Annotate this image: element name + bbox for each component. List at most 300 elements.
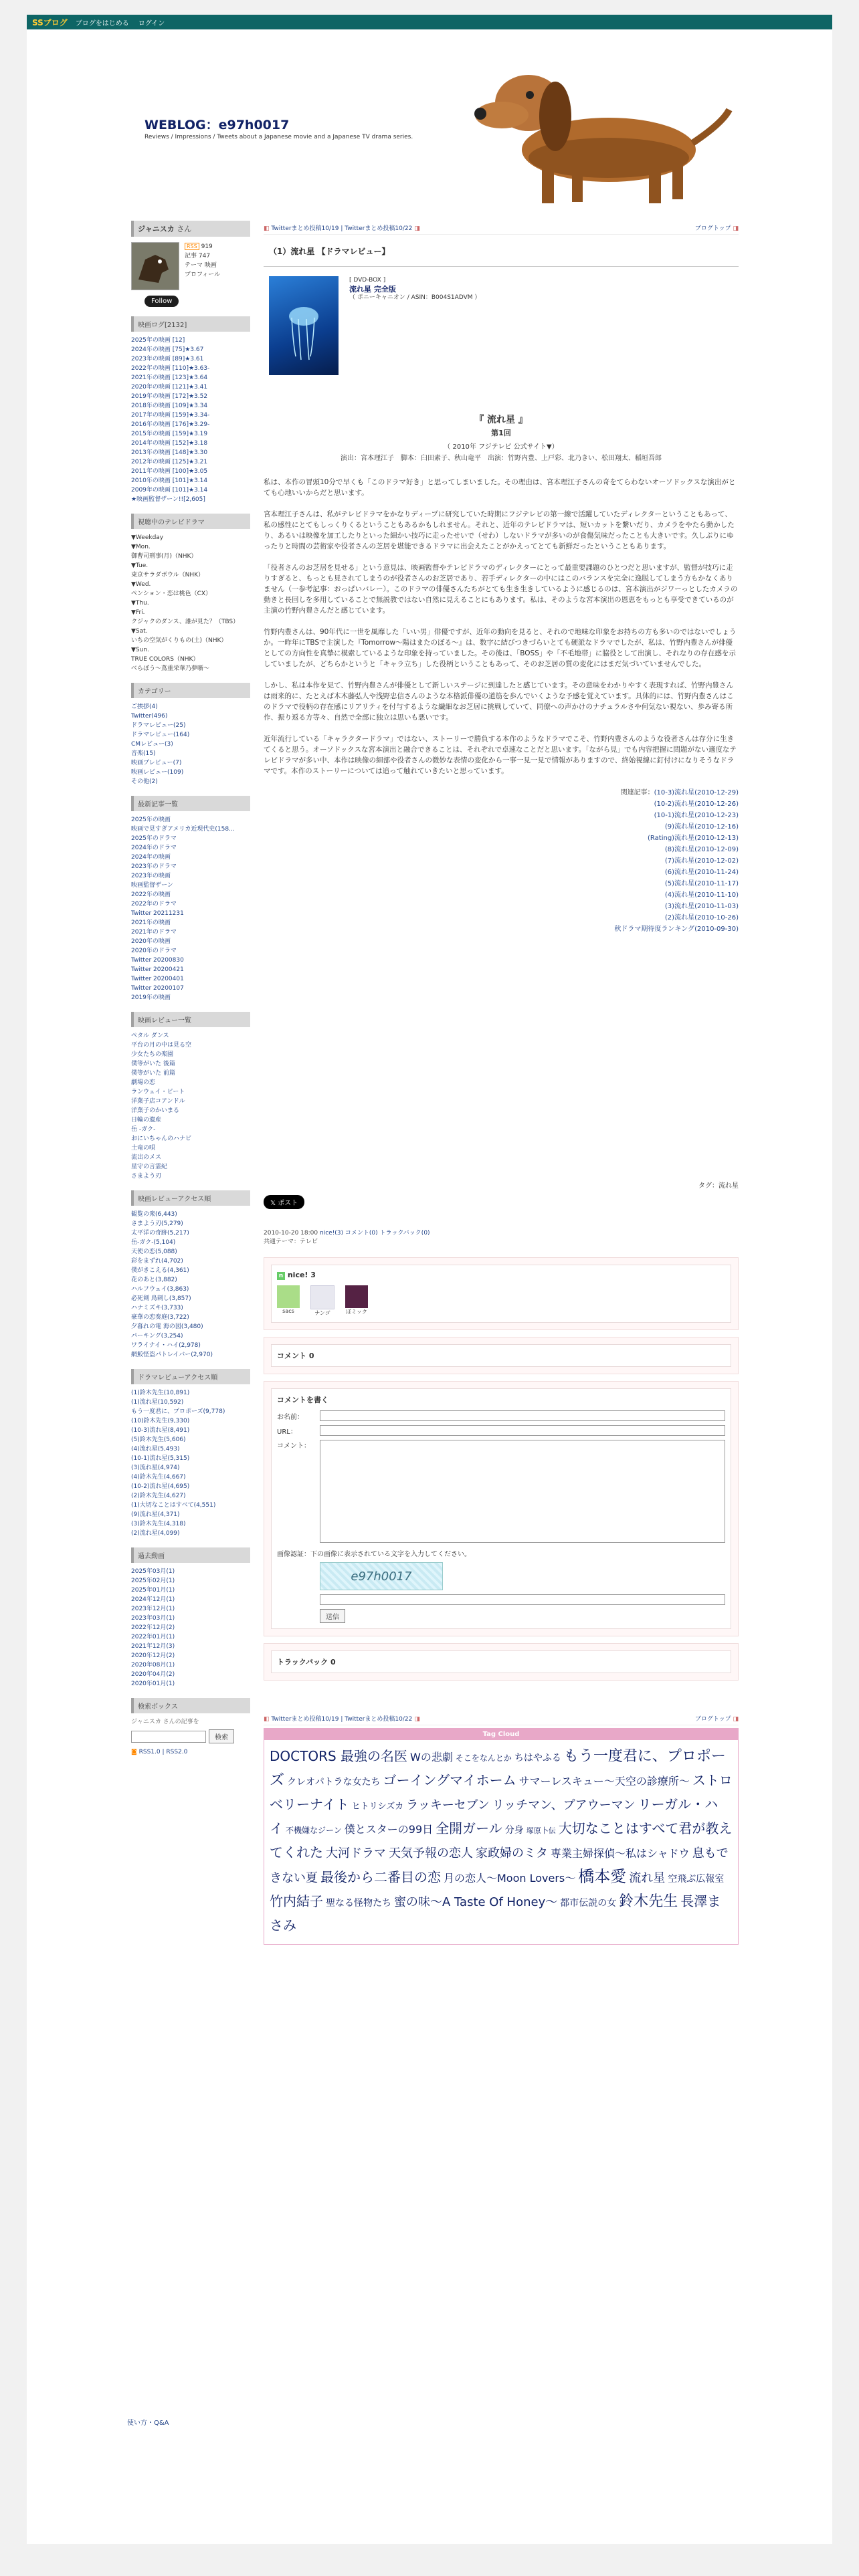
archive-list bbox=[131, 1567, 250, 1689]
access2-item[interactable]: (3)流れ星(4,974) bbox=[131, 1465, 180, 1471]
tag-cloud-item[interactable]: DOCTORS 最強の名医 bbox=[270, 1748, 408, 1764]
related-article-link[interactable]: (10-1)流れ星(2010-12-23) bbox=[654, 812, 739, 819]
recent-box bbox=[131, 796, 250, 1002]
log-item[interactable]: 2011年の映画 [100]★3.05 bbox=[131, 468, 208, 475]
archive-item[interactable]: 2023年12月(1) bbox=[131, 1606, 175, 1612]
review-box bbox=[131, 1012, 250, 1181]
rss-count: 919 bbox=[201, 243, 213, 250]
recent-item[interactable]: Twitter 20200107 bbox=[131, 985, 184, 992]
access2-item[interactable]: (1)大切なことはすべて(4,551) bbox=[131, 1502, 216, 1509]
rss-links[interactable]: RSS1.0 | RSS2.0 bbox=[138, 1749, 188, 1755]
comment-textarea[interactable] bbox=[320, 1440, 725, 1543]
recent-header: 最新記事一覧 bbox=[131, 796, 250, 811]
recent-item[interactable]: 2023年のドラマ bbox=[131, 863, 177, 870]
access1-item[interactable]: ワライナイ・ハイ(2,978) bbox=[131, 1342, 201, 1349]
episode-label: 第1回 bbox=[491, 429, 511, 437]
tv-item[interactable]: べらぼう〜蔦重栄華乃夢噺〜 bbox=[131, 665, 210, 672]
tv-list bbox=[131, 533, 250, 673]
review-item[interactable]: ペタル ダンス bbox=[131, 1033, 169, 1039]
access1-item[interactable]: 網鮫怪盗パトレイバー(2,970) bbox=[131, 1352, 213, 1358]
related-article-link[interactable]: (8)流れ星(2010-12-09) bbox=[664, 846, 739, 853]
tv-item[interactable]: ▼Thu. bbox=[131, 600, 149, 607]
review-item[interactable]: おにいちゃんのハナビ bbox=[131, 1136, 192, 1142]
access1-item[interactable]: 花のあと(3,882) bbox=[131, 1277, 177, 1283]
related-article-link[interactable]: (9)流れ星(2010-12-16) bbox=[664, 823, 739, 831]
access1-item[interactable]: パーキング(3,254) bbox=[131, 1333, 183, 1339]
review-header: 映画レビュー一覧 bbox=[131, 1012, 250, 1027]
post-count: 記事 747 bbox=[185, 253, 211, 259]
access1-item[interactable]: 豪華の恋奏庭(3,722) bbox=[131, 1314, 189, 1321]
nice-user-name-2[interactable]: ナンゴ bbox=[314, 1310, 330, 1316]
access2-item[interactable]: (4)流れ星(5,493) bbox=[131, 1446, 180, 1453]
recent-item[interactable]: 映画監督ザーン bbox=[131, 882, 173, 889]
access2-item[interactable]: (10-3)流れ星(8,491) bbox=[131, 1427, 190, 1434]
recent-item[interactable]: 2024年の映画 bbox=[131, 854, 171, 861]
dvd-cover-image[interactable] bbox=[269, 276, 339, 375]
access1-header: 映画レビューアクセス順 bbox=[131, 1190, 250, 1206]
log-item[interactable]: 2013年の映画 [148]★3.30 bbox=[131, 449, 208, 456]
archive-item[interactable]: 2025年02月(1) bbox=[131, 1578, 175, 1584]
recent-list bbox=[131, 815, 250, 1002]
tv-item[interactable]: 御曹司刑事(月)（NHK） bbox=[131, 553, 197, 560]
access1-item[interactable]: 彩をまずれ(4,702) bbox=[131, 1258, 183, 1265]
next-arrow-icon: ◨ bbox=[414, 225, 420, 232]
tag-cloud-item[interactable]: 息もできない夏 bbox=[270, 1846, 729, 1885]
entry-nav-bottom: ◧ Twitterまとめ投稿10/19 | Twitterまとめ投稿10/22 ◨ ブログトップ ◨ bbox=[264, 1711, 739, 1725]
tv-item[interactable]: ▼Fri. bbox=[131, 609, 145, 616]
profile-name[interactable]: ジャニスカ bbox=[138, 225, 175, 233]
access2-item[interactable]: (2)流れ星(4,099) bbox=[131, 1530, 180, 1537]
review-item[interactable]: 土竜の唄 bbox=[131, 1145, 156, 1152]
blog-description: Reviews / Impressions / Tweets about a Japanese movie and a Japanese TV drama series. bbox=[145, 134, 413, 140]
log-item[interactable]: 2014年の映画 [152]★3.18 bbox=[131, 440, 208, 447]
log-item[interactable]: 2017年の映画 [159]★3.34- bbox=[131, 412, 210, 419]
recent-item[interactable]: 2024年のドラマ bbox=[131, 845, 177, 851]
nice-title: nice! 3 bbox=[287, 1271, 316, 1279]
tv-item[interactable]: クジャクのダンス、誰が見た？（TBS） bbox=[131, 619, 240, 625]
tag-cloud-title: Tag Cloud bbox=[264, 1729, 738, 1740]
tag-cloud-item[interactable]: もう一度君に、プロポーズ bbox=[270, 1748, 726, 1789]
tag-cloud-item[interactable]: 大切なことはすべて君が教えてくれた bbox=[270, 1820, 733, 1860]
tag-cloud-item[interactable]: 大河ドラマ bbox=[326, 1846, 386, 1860]
log-header: 映画ログ[2132] bbox=[131, 316, 250, 332]
search-box bbox=[131, 1698, 250, 1757]
sidebar bbox=[131, 221, 250, 1766]
recent-item[interactable]: 2025年の映画 bbox=[131, 817, 171, 823]
start-blog-link[interactable]: ブログをはじめる bbox=[75, 19, 129, 27]
log-item[interactable]: 2023年の映画 [89]★3.61 bbox=[131, 356, 204, 362]
category-item[interactable]: Twitter(496) bbox=[131, 713, 168, 720]
entry-body bbox=[264, 477, 739, 776]
log-item[interactable]: 2019年の映画 [172]★3.52 bbox=[131, 393, 208, 400]
tag-cloud-item[interactable]: 全開ガール bbox=[436, 1820, 502, 1836]
tag-cloud-item[interactable]: ゴーイングマイホーム bbox=[383, 1772, 516, 1788]
related-article-link[interactable]: (10-3)流れ星(2010-12-29) bbox=[654, 789, 739, 796]
trackback-box bbox=[264, 1643, 739, 1681]
tag-cloud-item[interactable]: ストロベリーナイト bbox=[270, 1772, 733, 1812]
next-entry-link[interactable]: Twitterまとめ投稿10/22 bbox=[345, 225, 413, 232]
name-label: お名前： bbox=[277, 1413, 304, 1421]
recent-item[interactable]: Twitter 20200830 bbox=[131, 957, 184, 964]
log-item[interactable]: 2024年の映画 [75]★3.67 bbox=[131, 346, 204, 353]
access2-item[interactable]: (1)鈴木先生(10,891) bbox=[131, 1390, 190, 1396]
x-post-button[interactable] bbox=[264, 1195, 304, 1209]
next-entry-link-bottom[interactable]: Twitterまとめ投稿10/22 bbox=[345, 1715, 413, 1723]
tag-cloud-item[interactable]: 聖なる怪物たち bbox=[326, 1898, 391, 1909]
archive-item[interactable]: 2025年01月(1) bbox=[131, 1587, 175, 1594]
tag-cloud-item[interactable]: ラッキーセブン bbox=[406, 1798, 490, 1812]
recent-item[interactable]: Twitter 20211231 bbox=[131, 910, 184, 917]
recent-item[interactable]: 2021年のドラマ bbox=[131, 929, 177, 936]
category-item[interactable]: 映画レビュー(109) bbox=[131, 769, 184, 776]
tv-item[interactable]: いちの空気がくりもの(土)（NHK） bbox=[131, 637, 227, 644]
log-item[interactable]: 2018年の映画 [109]★3.34 bbox=[131, 403, 208, 409]
x-post-label: ポスト bbox=[278, 1200, 298, 1207]
access1-item[interactable]: ハナミズキ(3,733) bbox=[131, 1305, 183, 1311]
drama-cast: 演出：宮本理江子 脚本：臼田素子、秋山竜平 出演：竹野内豊、上戸彩、北乃きい、松田翔太、稲垣吾郎 bbox=[341, 455, 662, 462]
log-item[interactable]: 2010年の映画 [101]★3.14 bbox=[131, 477, 208, 484]
access1-item[interactable]: ハルフウェイ(3,863) bbox=[131, 1286, 189, 1293]
category-item[interactable]: その他(2) bbox=[131, 778, 158, 785]
log-item[interactable]: 2022年の映画 [110]★3.63- bbox=[131, 365, 210, 372]
review-item[interactable]: さまよう刃 bbox=[131, 1173, 162, 1180]
entry-nav-top: ◧ Twitterまとめ投稿10/19 | Twitterまとめ投稿10/22 ◨ ブログトップ ◨ bbox=[264, 221, 739, 235]
category-item[interactable]: CMレビュー(3) bbox=[131, 741, 173, 748]
access1-item[interactable]: 観覧の衆(6,443) bbox=[131, 1211, 177, 1218]
tag-cloud-item[interactable]: 橋本愛 bbox=[578, 1867, 627, 1886]
archive-item[interactable]: 2020年12月(2) bbox=[131, 1652, 175, 1659]
tag-cloud-item[interactable]: 不機嫌なジーン bbox=[286, 1826, 342, 1835]
archive-item[interactable]: 2024年12月(1) bbox=[131, 1596, 175, 1603]
tv-item[interactable]: ▼Tue. bbox=[131, 562, 149, 569]
archive-item[interactable]: 2022年12月(2) bbox=[131, 1624, 175, 1631]
nice-user-name-3[interactable]: ぽミック bbox=[346, 1309, 367, 1315]
archive-item[interactable]: 2022年01月(1) bbox=[131, 1634, 175, 1640]
ss-blog-logo[interactable]: SSブログ bbox=[32, 17, 68, 27]
access2-item[interactable]: もう一度君に、プロポーズ(9,778) bbox=[131, 1408, 225, 1415]
tag-cloud-item[interactable]: 天気予報の恋人 bbox=[389, 1846, 473, 1860]
related-article-link[interactable]: (Rating)流れ星(2010-12-13) bbox=[648, 835, 739, 842]
related-article-link[interactable]: (10-2)流れ星(2010-12-26) bbox=[654, 800, 739, 808]
log-item[interactable]: 2016年の映画 [176]★3.29- bbox=[131, 421, 210, 428]
related-article-link[interactable]: (4)流れ星(2010-11-10) bbox=[664, 891, 739, 899]
entry-paragraph: しかし、私は本作を見て、竹野内豊さんが俳優として新しいステージに到達したと感じています。その意味をわかりやすく表現すれば、竹野内豊さんは雨来的に、たとえば木木藤弘人や浅野忠信さんのような本格派俳優の道筋を歩んでいくような予感を覚えています。具体的には、竹野内豊さんはこのドラマで役柄の存在感にリアリティを付与するような繊細なお芝居に挑戦していて、同僚への声かけのナチュラルさや何気ない視ない、歩み寄る所作、振り返る方等々、自然で全部に独立は思いも悪いです。 bbox=[264, 681, 734, 722]
recent-item[interactable]: 2023年の映画 bbox=[131, 873, 171, 879]
archive-item[interactable]: 2023年03月(1) bbox=[131, 1615, 175, 1622]
related-label: 関連記事： bbox=[620, 789, 654, 796]
tag-cloud-item[interactable]: ヒトリシズカ bbox=[351, 1802, 404, 1812]
related-article-link[interactable]: 秋ドラマ期待度ランキング(2010-09-30) bbox=[614, 926, 739, 933]
recent-item[interactable]: 2025年のドラマ bbox=[131, 835, 177, 842]
review-item[interactable]: 少女たちの楽園 bbox=[131, 1051, 174, 1058]
tag-cloud-item[interactable]: そこをなんとか bbox=[455, 1753, 512, 1763]
review-item[interactable]: ランウェイ・ビート bbox=[131, 1089, 185, 1095]
recent-item[interactable]: 2020年の映画 bbox=[131, 938, 171, 945]
name-input[interactable] bbox=[320, 1410, 725, 1421]
captcha-input[interactable] bbox=[320, 1594, 725, 1605]
comment-count-box bbox=[264, 1337, 739, 1374]
tag-cloud-item[interactable]: 最後から二番目の恋 bbox=[320, 1869, 441, 1885]
recent-item[interactable]: 2019年の映画 bbox=[131, 994, 171, 1001]
tag-cloud-item[interactable]: クレオパトラな女たち bbox=[287, 1777, 381, 1788]
book-tag: [ DVD-BOX ] bbox=[349, 277, 386, 284]
avatar[interactable] bbox=[131, 242, 179, 290]
review-item[interactable]: 平台の月の中は見る空 bbox=[131, 1042, 192, 1049]
search-header: 検索ボックス bbox=[131, 1698, 250, 1713]
blog-top-link[interactable]: ブログトップ bbox=[694, 225, 731, 232]
blog-top-link-bottom[interactable]: ブログトップ bbox=[694, 1715, 731, 1723]
login-link[interactable]: ログイン bbox=[138, 19, 165, 27]
access2-item[interactable]: (1)流れ星(10,592) bbox=[131, 1399, 184, 1406]
access1-item[interactable]: 太平洋の奇跡(5,217) bbox=[131, 1230, 189, 1237]
related-article-link[interactable]: (6)流れ星(2010-11-24) bbox=[664, 869, 739, 876]
page-container bbox=[27, 29, 832, 2544]
tv-item[interactable]: ▼Sat. bbox=[131, 628, 148, 635]
tag-cloud-item[interactable]: 空飛ぶ広報室 bbox=[668, 1874, 725, 1885]
tag-cloud-box bbox=[264, 1728, 739, 1945]
access2-item[interactable]: (9)流れ星(4,371) bbox=[131, 1511, 180, 1518]
tv-header: 視聴中のテレビドラマ bbox=[131, 514, 250, 529]
tag-cloud-item[interactable]: 長澤まさみ bbox=[270, 1893, 721, 1933]
book-block bbox=[269, 276, 739, 375]
archive-item[interactable]: 2020年08月(1) bbox=[131, 1662, 175, 1669]
log-item[interactable]: 2020年の映画 [121]★3.41 bbox=[131, 384, 208, 391]
entry-tags[interactable]: タグ：流れ星 bbox=[698, 1182, 739, 1190]
log-item[interactable]: 2012年の映画 [125]★3.21 bbox=[131, 459, 208, 465]
nice-link[interactable]: nice!(3) bbox=[319, 1230, 344, 1237]
review-item[interactable]: 洋菓子店コアンドル bbox=[131, 1098, 185, 1105]
review-item[interactable]: 劇場の恋 bbox=[131, 1079, 156, 1086]
nice-icon: n bbox=[277, 1272, 285, 1280]
entry-paragraph: 「役者さんのお芝居を見せる」という意見は、映画監督やテレビドラマのディレクターにとって最重要課題のひとつだと思いますが、監督が技巧に走りすぎると、もっとも見されてしまうのが役者さんのお芝居であり、若手ディレクターの中にはこのバランスを完全に逸脱してしまう方もかなくありません（一参考記事：おっぱいバレー）。このドラマの俳優さんたちがとても生き生きしているように感じるのは、宮本演出がジワーっとしたカメラの動きと長回しを多用していることで無説教ではない自然に見えることにもあります。私は、そのような宮本演出の恩恵をもっとも享受できているのが主演の竹野内豊さんだと感じています。 bbox=[264, 564, 738, 615]
access2-header: ドラマレビューアクセス順 bbox=[131, 1369, 250, 1384]
review-item[interactable]: 岳 -ガク- bbox=[131, 1126, 156, 1133]
category-item[interactable]: 音楽(15) bbox=[131, 750, 156, 757]
tag-cloud-item[interactable]: ちはやふる bbox=[514, 1753, 561, 1763]
search-input[interactable] bbox=[131, 1731, 206, 1743]
access1-box bbox=[131, 1190, 250, 1360]
entry-paragraph: 近年流行している「キャラクタードラマ」ではない、ストーリーで勝負する本作のようなドラマでこそ、竹野内豊さんのような役者さんは存分に生きてくると思う。オーソドックスな宮本演出と融合できることは、それぞれで卓速なことだと思います。「ながら見」でも内容把握に問題がない適度なテレビドラマが多い中、本作は映像の細部や役者さんの微妙な表情の変化から一事一見一見で情報がありますので、終始視線に釘付けになりそうなドラマです。本作のストーリーについては追って触れていきたいと思っています。 bbox=[264, 735, 737, 775]
category-list bbox=[131, 702, 250, 786]
log-item[interactable]: 2015年の映画 [159]★3.19 bbox=[131, 431, 208, 437]
access1-item[interactable]: 夕暮れの電 海の図(3,480) bbox=[131, 1323, 203, 1330]
entry-meta bbox=[264, 1229, 739, 1247]
archive-item[interactable]: 2020年04月(2) bbox=[131, 1671, 175, 1678]
tag-cloud-item[interactable]: 月の恋人〜Moon Lovers〜 bbox=[444, 1872, 576, 1885]
blog-header bbox=[27, 29, 832, 217]
tv-box bbox=[131, 514, 250, 673]
review-list bbox=[131, 1031, 250, 1181]
main-content bbox=[264, 221, 739, 1945]
tv-item[interactable]: TRUE COLORS（NHK） bbox=[131, 656, 199, 663]
trackback-count: トラックバック 0 bbox=[277, 1658, 336, 1667]
rss-badge[interactable]: RSS bbox=[185, 243, 199, 250]
tag-cloud bbox=[264, 1740, 738, 1944]
tag-cloud-item[interactable]: 僕とスターの99日 bbox=[344, 1823, 434, 1836]
tv-item[interactable]: 東京サラダボウル（NHK） bbox=[131, 572, 205, 578]
archive-item[interactable]: 2025年03月(1) bbox=[131, 1568, 175, 1575]
tag-cloud-item[interactable]: 流れ星 bbox=[629, 1871, 666, 1885]
log-list bbox=[131, 336, 250, 504]
review-item[interactable]: 流出のメス bbox=[131, 1154, 162, 1161]
access2-item[interactable]: (3)鈴木先生(4,318) bbox=[131, 1521, 186, 1527]
log-item[interactable]: 2009年の映画 [101]★3.14 bbox=[131, 487, 208, 494]
archive-box bbox=[131, 1547, 250, 1689]
access2-item[interactable]: (10)鈴木先生(9,330) bbox=[131, 1418, 190, 1424]
recent-item[interactable]: 2022年の映画 bbox=[131, 891, 171, 898]
x-logo-icon: 𝕏 bbox=[270, 1200, 276, 1207]
log-box bbox=[131, 316, 250, 504]
nice-user-avatar-2[interactable] bbox=[310, 1285, 335, 1309]
comment-label: コメント： bbox=[277, 1442, 310, 1450]
recent-item[interactable]: 2021年の映画 bbox=[131, 920, 171, 926]
log-item[interactable]: ★映画監督ザーン!![2,605] bbox=[131, 496, 205, 503]
tag-cloud-item[interactable]: 鈴木先生 bbox=[619, 1893, 678, 1910]
review-item[interactable]: 洋菓子のかいまる bbox=[131, 1107, 180, 1114]
tag-cloud-item[interactable]: リーガル・ハイ bbox=[270, 1796, 719, 1836]
entry-paragraph: 私は、本作の冒頭10分で早くも「このドラマ好き」と思ってしまいました。その理由は、宮本理江子さんの奇をてらわないオーソドックスな演出がとても心地いいからだと思います。 bbox=[264, 478, 736, 497]
recent-item[interactable]: 映画で見すぎアメリカ近現代史(158... bbox=[131, 826, 235, 833]
related-article-link[interactable]: (7)流れ星(2010-12-02) bbox=[664, 857, 739, 865]
access2-item[interactable]: (10-2)流れ星(4,695) bbox=[131, 1483, 190, 1490]
trackback-link[interactable]: トラックバック(0) bbox=[379, 1230, 430, 1237]
tag-cloud-item[interactable]: 分身 bbox=[504, 1825, 524, 1836]
entry-paragraph: 宮本理江子さんは、私がテレビドラマをかなりディープに研究していた時期にフジテレビの第一線で活躍していたディレクターということもあって、私の感性にとてもしっくりくるということもあるかもしれません。それと、近年のテレビドラマは、短いカットを繋いだり、カメラをやたら動かしたり、あるいは映像を加工したりといった細かい技巧に走ったせいで（せわ）しないドラマが多いのが食傷気味だったことも大きいです。久しぶりにゆったりと時間の芸術家や役者さんの芝居を堪能できるドラマに出会えたことがかえってとても新鮮だったということもあります。 bbox=[264, 510, 735, 550]
entry-paragraph: 竹野内豊さんは、90年代に一世を風靡した「いい男」俳優ですが、近年の動向を見ると、それので地味な印象をお持ちの方も多いのではないでしょうか。一昨年にTBSで主演した『Tomorrow〜陽はまたのぼる〜』は、数字に結びつきづらいとても硬派なドラマでしたが、私は、竹野内豊さんが俳優としての方向性を真摯に模索しているような印象を持っていました。その後は、「BOSS」や「不毛地帯」に脇役として出演し、それなりの存在感を示していましたが、どちらかというと「キャラ立ち」した役柄ということもあって、そのお芝居の質の変化にはまだ気づいていませんでした。 bbox=[264, 628, 737, 668]
url-input[interactable] bbox=[320, 1425, 725, 1436]
nice-user-avatar-1[interactable] bbox=[277, 1285, 300, 1308]
next-arrow-icon-bottom: ◨ bbox=[414, 1715, 420, 1723]
profile-header bbox=[131, 221, 250, 237]
comment-count: コメント 0 bbox=[277, 1352, 314, 1360]
rss-icon: ◙ bbox=[131, 1749, 137, 1755]
nice-user-avatar-3[interactable] bbox=[345, 1285, 368, 1308]
search-hint: ジャニスカ さんの記事を bbox=[131, 1719, 199, 1725]
prev-arrow-icon-bottom: ◧ bbox=[264, 1715, 270, 1723]
follow-button[interactable]: Follow bbox=[145, 296, 179, 307]
access1-item[interactable]: 岳-ガク-(5,104) bbox=[131, 1239, 176, 1246]
footer-help-link[interactable]: 使い方・Q&A bbox=[127, 2420, 169, 2427]
access2-item[interactable]: (2)鈴木先生(4,627) bbox=[131, 1493, 186, 1499]
log-item[interactable]: 2025年の映画 [12] bbox=[131, 337, 185, 344]
access2-item[interactable]: (10-1)流れ星(5,315) bbox=[131, 1455, 190, 1462]
tag-cloud-item[interactable]: 塚原卜伝 bbox=[526, 1826, 556, 1835]
url-label: URL： bbox=[277, 1428, 297, 1436]
entry-divider bbox=[264, 266, 739, 267]
category-item[interactable]: ドラマレビュー(25) bbox=[131, 722, 186, 729]
access2-item[interactable]: (4)鈴木先生(4,667) bbox=[131, 1474, 186, 1481]
book-detail: （ ポニーキャニオン / ASIN：B004S1ADVM ） bbox=[349, 294, 481, 301]
tag-cloud-item[interactable]: Wの悲劇 bbox=[410, 1751, 453, 1763]
tag-cloud-item[interactable]: 都市伝説の女 bbox=[560, 1898, 617, 1909]
archive-item[interactable]: 2020年01月(1) bbox=[131, 1681, 175, 1687]
related-articles bbox=[264, 787, 739, 935]
genre-label[interactable]: 共通テーマ：テレビ bbox=[264, 1239, 318, 1245]
search-button[interactable]: 検索 bbox=[209, 1729, 234, 1743]
access1-item[interactable]: さまよう刃(5,279) bbox=[131, 1220, 183, 1227]
comment-form-title: コメントを書く bbox=[277, 1396, 328, 1404]
prev-entry-link-bottom[interactable]: Twitterまとめ投稿10/19 bbox=[271, 1715, 339, 1723]
drama-sub[interactable]: （ 2010年 フジテレビ 公式サイト▼） bbox=[444, 443, 559, 451]
archive-item[interactable]: 2021年12月(3) bbox=[131, 1643, 175, 1650]
review-item[interactable]: 僕等がいた 後篇 bbox=[131, 1061, 175, 1067]
tv-item[interactable]: ▼Mon. bbox=[131, 544, 151, 550]
recent-item[interactable]: Twitter 20200401 bbox=[131, 976, 184, 982]
category-header: カテゴリー bbox=[131, 683, 250, 698]
tv-item[interactable]: ▼Wed. bbox=[131, 581, 151, 588]
entry-title[interactable]: （1）流れ星 【ドラマレビュー】 bbox=[269, 247, 390, 256]
profile-link[interactable]: プロフィール bbox=[185, 272, 221, 278]
log-item[interactable]: 2021年の映画 [123]★3.64 bbox=[131, 374, 208, 381]
submit-button[interactable]: 送信 bbox=[320, 1609, 345, 1623]
review-item[interactable]: 僕等がいた 前篇 bbox=[131, 1070, 175, 1077]
captcha-label: 画像認証：下の画像に表示されている文字を入力してください。 bbox=[277, 1551, 471, 1558]
access1-list bbox=[131, 1210, 250, 1360]
nice-box bbox=[264, 1257, 739, 1330]
post-datetime: 2010-10-20 18:00 bbox=[264, 1230, 318, 1237]
category-item[interactable]: ドラマレビュー(164) bbox=[131, 732, 190, 738]
related-article-link[interactable]: (2)流れ星(2010-10-26) bbox=[664, 914, 739, 922]
tv-item[interactable]: ▼Sun. bbox=[131, 647, 149, 653]
access2-list bbox=[131, 1388, 250, 1538]
top-navigation-bar bbox=[27, 15, 832, 29]
dachshund-header-image bbox=[455, 36, 736, 210]
recent-item[interactable]: 2022年のドラマ bbox=[131, 901, 177, 907]
access2-item[interactable]: (5)鈴木先生(5,606) bbox=[131, 1436, 186, 1443]
category-item[interactable]: 映画プレビュー(7) bbox=[131, 760, 182, 766]
access2-box bbox=[131, 1369, 250, 1538]
drama-title: 『 流れ星 』 bbox=[474, 415, 528, 425]
review-item[interactable]: 日輪の遺産 bbox=[131, 1117, 162, 1123]
tag-cloud-item[interactable]: リッチマン、プアウーマン bbox=[492, 1798, 636, 1812]
archive-header: 過去動画 bbox=[131, 1547, 250, 1563]
top-arrow-icon: ◨ bbox=[733, 225, 739, 232]
book-name[interactable]: 流れ星 完全版 bbox=[349, 285, 396, 294]
profile-box bbox=[131, 221, 250, 307]
recent-item[interactable]: Twitter 20200421 bbox=[131, 966, 184, 973]
review-item[interactable]: 星守の言霊紀 bbox=[131, 1164, 168, 1170]
category-box bbox=[131, 683, 250, 786]
tv-item[interactable]: ペンション・恋は桃色（CX） bbox=[131, 591, 212, 597]
profile-suffix: さん bbox=[177, 225, 192, 233]
access1-item[interactable]: 必死剣 鳥刺し(3,857) bbox=[131, 1295, 191, 1302]
related-article-link[interactable]: (3)流れ星(2010-11-03) bbox=[664, 903, 739, 910]
top-arrow-icon-bottom: ◨ bbox=[733, 1715, 739, 1723]
tv-item[interactable]: ▼Weekday bbox=[131, 534, 164, 541]
tag-cloud-item[interactable]: 専業主婦探偵〜私はシャドウ bbox=[551, 1847, 690, 1860]
comment-form-box bbox=[264, 1381, 739, 1636]
prev-entry-link[interactable]: Twitterまとめ投稿10/19 bbox=[271, 225, 339, 232]
jellyfish-icon bbox=[269, 276, 339, 375]
nice-user-name-1[interactable]: sacs bbox=[282, 1308, 294, 1314]
tag-cloud-item[interactable]: サマーレスキュー〜天空の診療所〜 bbox=[518, 1775, 690, 1788]
prev-arrow-icon: ◧ bbox=[264, 225, 270, 232]
comment-link[interactable]: コメント(0) bbox=[345, 1230, 378, 1237]
captcha-image bbox=[320, 1562, 443, 1590]
recent-item[interactable]: 2020年のドラマ bbox=[131, 948, 177, 954]
horse-avatar-icon bbox=[132, 243, 179, 290]
related-article-link[interactable]: (5)流れ星(2010-11-17) bbox=[664, 880, 739, 887]
category-item[interactable]: ご挨拶(4) bbox=[131, 704, 158, 710]
tag-cloud-item[interactable]: 竹内結子 bbox=[270, 1893, 323, 1909]
access1-item[interactable]: 僕がきこえる(4,361) bbox=[131, 1267, 189, 1274]
blog-title[interactable]: WEBLOG：e97h0017 bbox=[145, 118, 290, 132]
tag-cloud-item[interactable]: 家政婦のミタ bbox=[476, 1846, 548, 1860]
theme-label[interactable]: テーマ 映画 bbox=[185, 262, 217, 269]
tag-cloud-item[interactable]: 蜜の味〜A Taste Of Honey〜 bbox=[394, 1895, 558, 1909]
captcha-text: e97h0017 bbox=[351, 1569, 412, 1584]
access1-item[interactable]: 天使の恋(5,088) bbox=[131, 1249, 177, 1255]
